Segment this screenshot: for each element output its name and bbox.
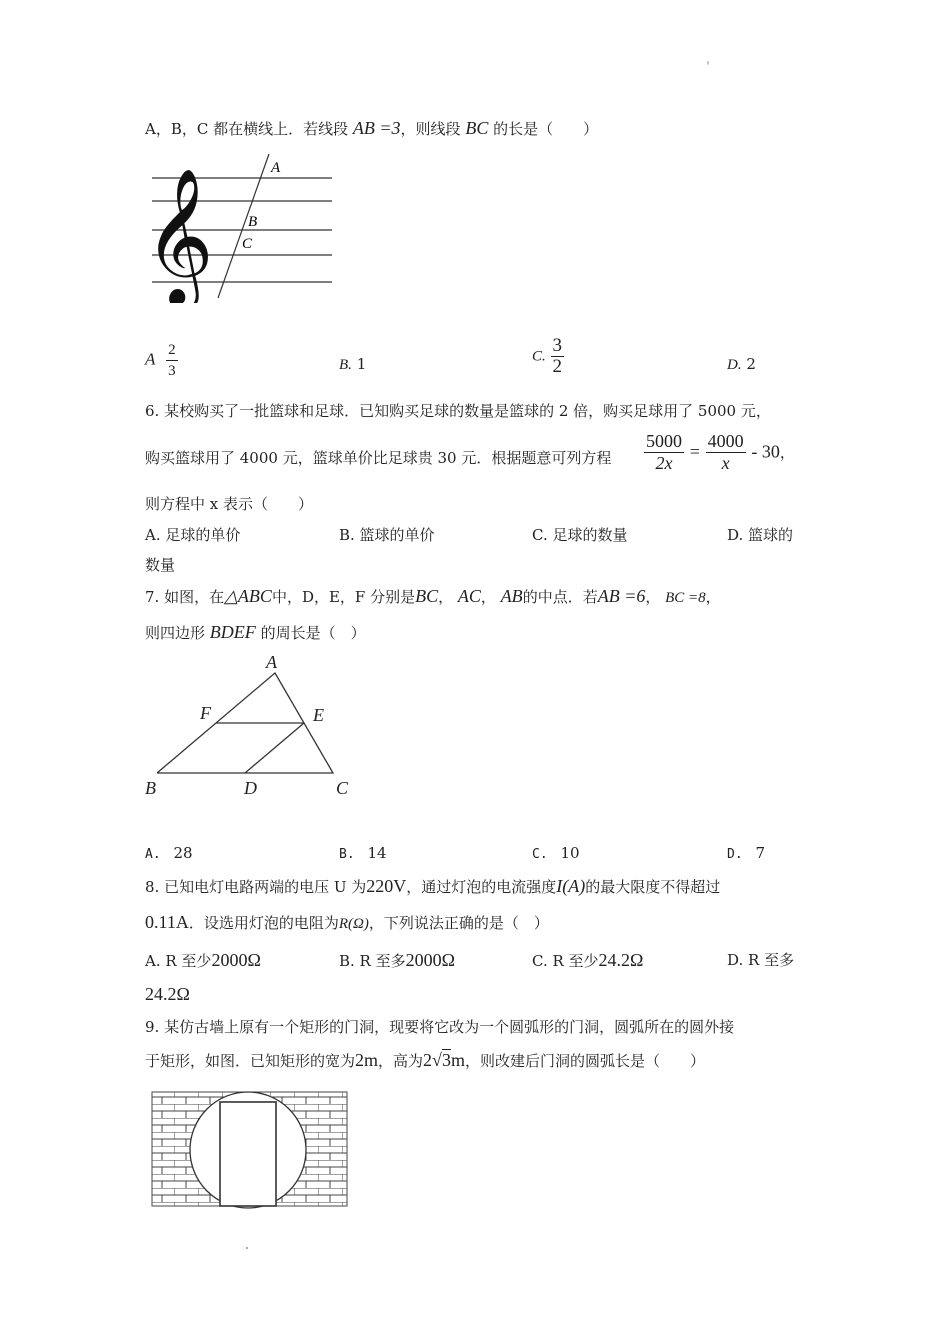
q5-stem	[145, 118, 598, 139]
q7-line2-suffix: 的周长是（ ）	[260, 624, 366, 642]
q7-option-d-value: 7	[755, 844, 765, 862]
q5-option-a-den: 3	[168, 363, 176, 379]
q5-bc: BC	[465, 118, 489, 138]
q7-option-a-value: 28	[173, 844, 193, 862]
q6-eq-den2: x	[721, 453, 730, 473]
staff-label-c: C	[242, 236, 253, 252]
staff-label-a: A	[271, 160, 281, 176]
q7-mid1: 中，D，E，F 分别是	[271, 588, 416, 606]
q8-option-a-prefix: A. R 至少	[145, 952, 212, 970]
q6-eq-tail: - 30	[751, 441, 780, 462]
q6-line2: 购买篮球用了 4000 元，篮球单价比足球贵 30 元．根据题意可列方程	[145, 449, 612, 467]
q7-line2	[145, 622, 366, 643]
label-f: F	[200, 703, 211, 723]
q6-option-d-wrap: 数量	[145, 556, 176, 574]
q5-ab-eq: AB =3	[352, 118, 401, 138]
q9-wall-figure	[150, 1090, 350, 1210]
q8-option-a-value: 2000Ω	[211, 950, 261, 970]
q5-option-c-label: C.	[532, 348, 546, 365]
q8-option-b-value: 2000Ω	[405, 950, 456, 970]
q5-option-b-value: 1	[356, 355, 367, 373]
q7-triangle: △ABC	[224, 586, 272, 606]
q6-option-b[interactable]: B. 篮球的单价	[339, 526, 435, 544]
q9-line2	[145, 1050, 705, 1071]
q9-line2-mid: ，高为	[378, 1052, 424, 1070]
q5-option-b[interactable]	[339, 354, 366, 375]
footer-mark: .	[243, 1238, 251, 1253]
q8-option-d-wrap: 24.2Ω	[145, 984, 190, 1004]
q8-line2-mid: ．设选用灯泡的电阻为	[188, 914, 339, 932]
q9-height-radicand: 3	[441, 1050, 451, 1070]
q9-height-unit: m	[450, 1050, 465, 1070]
q7-ac: AC	[457, 586, 481, 606]
q5-option-c-den: 2	[552, 356, 563, 377]
q7-option-b-label: B.	[339, 847, 355, 862]
q6-option-a[interactable]: A. 足球的单价	[145, 526, 241, 544]
q8-option-c-prefix: C. R 至少	[532, 952, 599, 970]
staff-label-b: B	[248, 214, 258, 230]
q5-option-c-num: 3	[552, 335, 563, 356]
q6-eq-den1: 2x	[655, 453, 673, 473]
door-rectangle	[220, 1102, 276, 1206]
q8-limit: 0.11A	[145, 912, 189, 932]
q5-option-d-label: D.	[727, 357, 742, 373]
sqrt-icon: √	[432, 1050, 442, 1070]
q7-option-a[interactable]	[145, 843, 193, 865]
header-mark: '	[704, 60, 712, 75]
q5-option-c-fraction	[551, 336, 565, 377]
q7-option-a-label: A.	[145, 847, 161, 862]
treble-clef-icon: 𝄞	[144, 171, 214, 302]
q7-option-d-label: D.	[727, 847, 743, 862]
q8-line2-suffix: ，下列说法正确的是（ ）	[368, 914, 549, 932]
q8-line1-mid: ，通过灯泡的电流强度	[406, 878, 557, 896]
q7-line2-prefix: 则四边形	[145, 624, 206, 642]
q7-ab-eq: AB =6	[597, 586, 646, 606]
q8-line1-prefix: 8. 已知电灯电路两端的电压 U 为	[145, 878, 367, 896]
q9-line2-suffix: ，则改建后门洞的圆弧长是（ ）	[464, 1052, 705, 1070]
q7-option-c-value: 10	[560, 844, 580, 862]
q8-option-b-prefix: B. R 至多	[339, 952, 406, 970]
slanted-line	[218, 154, 269, 298]
q8-option-c[interactable]	[532, 950, 643, 971]
q6-eq-equals: =	[689, 441, 700, 462]
q5-stem-prefix: A，B，C 都在横线上．若线段	[145, 120, 349, 138]
q8-line1-suffix: 的最大限度不得超过	[585, 878, 721, 896]
q5-option-d[interactable]	[727, 354, 756, 375]
q7-triangle-figure	[140, 650, 365, 805]
q9-height	[423, 1049, 465, 1070]
q7-bc-eq: BC =8	[665, 590, 706, 606]
label-e: E	[313, 705, 324, 725]
q5-stem-mid: ，则线段	[400, 120, 461, 138]
q8-line1	[145, 876, 720, 897]
q7-option-b[interactable]	[339, 843, 387, 865]
q5-stem-suffix: 的长是（ ）	[493, 120, 599, 138]
label-a: A	[266, 652, 277, 672]
label-d: D	[244, 778, 257, 798]
q9-width: 2m	[355, 1050, 379, 1070]
q8-option-d[interactable]: D. R 至多	[727, 951, 795, 969]
q6-option-c[interactable]: C. 足球的数量	[532, 526, 628, 544]
q8-voltage: 220V	[366, 876, 407, 896]
q6-line3: 则方程中 x 表示（ ）	[145, 495, 313, 513]
q9-line2-prefix: 于矩形，如图．已知矩形的宽为	[145, 1052, 356, 1070]
q7-option-b-value: 14	[367, 844, 387, 862]
q5-staff-figure	[140, 148, 340, 303]
q7-prefix: 7. 如图，在	[145, 588, 225, 606]
q6-eq-num2: 4000	[707, 431, 744, 451]
q5-option-c[interactable]	[532, 336, 564, 377]
q8-resistance: R(Ω)	[338, 916, 369, 932]
q8-current: I(A)	[556, 876, 586, 896]
q7-option-c[interactable]	[532, 843, 580, 865]
q6-line1: 6. 某校购买了一批篮球和足球．已知购买足球的数量是篮球的 2 倍，购买足球用了 5000 元，	[145, 402, 771, 420]
q8-option-b[interactable]	[339, 950, 455, 971]
q7-option-c-label: C.	[532, 847, 548, 862]
q8-option-a[interactable]	[145, 950, 261, 971]
q7-mid2: 的中点．若	[522, 588, 598, 606]
q5-option-a[interactable]	[145, 340, 178, 381]
q7-bdef: BDEF	[209, 622, 256, 642]
label-b: B	[145, 778, 156, 798]
q6-eq-num1: 5000	[646, 431, 682, 451]
q5-option-a-fraction	[166, 340, 178, 381]
q7-ab: AB	[500, 586, 523, 606]
q6-eq-frac1	[644, 431, 684, 474]
q5-option-d-value: 2	[746, 355, 756, 373]
q6-option-d[interactable]: D. 篮球的	[727, 526, 794, 544]
q5-option-a-num: 2	[166, 340, 178, 361]
q7-option-d[interactable]	[727, 843, 765, 865]
q7-stem: 7. 如图，在△ABC中，D，E，F 分别是BC， AC， AB的中点．若AB =6， BC =8，	[145, 586, 721, 606]
q6-eq-frac2	[706, 431, 746, 474]
label-c: C	[336, 778, 349, 798]
q5-option-b-label: B.	[339, 357, 352, 373]
q7-bc: BC	[415, 586, 439, 606]
q6-eq-comma: ，	[779, 443, 795, 462]
segment-de	[245, 723, 304, 773]
q9-height-coef: 2	[423, 1050, 433, 1070]
q9-line1: 9. 某仿古墙上原有一个矩形的门洞，现要将它改为一个圆弧形的门洞，圆弧所在的圆外接	[145, 1018, 735, 1036]
q8-line2	[145, 912, 549, 934]
q8-option-c-value: 24.2Ω	[598, 950, 644, 970]
q5-option-a-label: A	[145, 349, 156, 369]
q6-equation	[644, 431, 795, 474]
